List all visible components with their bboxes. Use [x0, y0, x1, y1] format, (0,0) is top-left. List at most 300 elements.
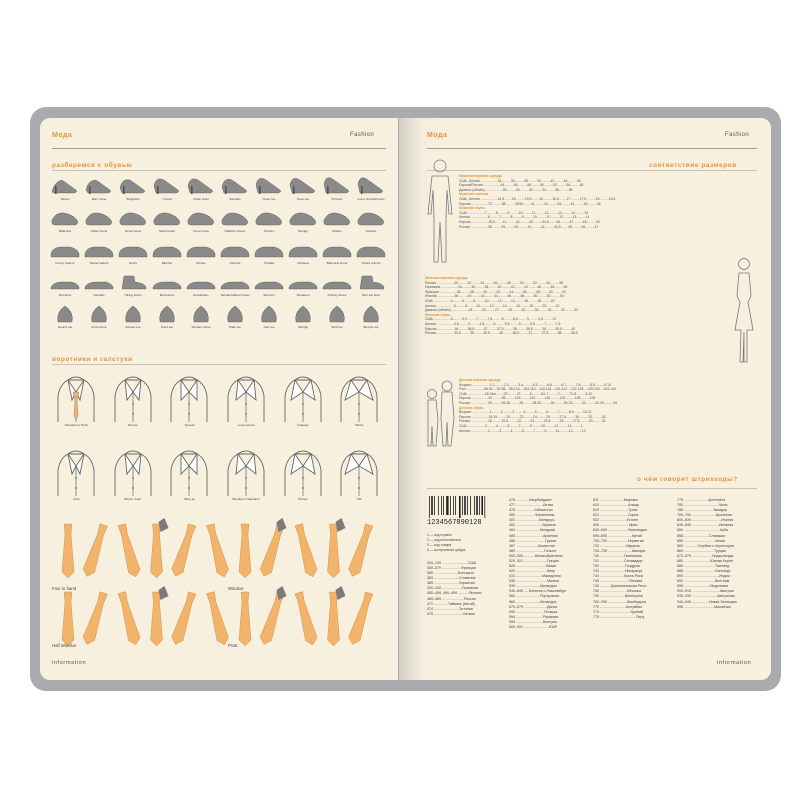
shoe-item	[218, 208, 252, 240]
collar-item	[274, 370, 331, 444]
country-code-row: 750 ...........................Мексика	[593, 589, 642, 594]
table-row: Россия ..................40..........42..........44..........46..........48..........50..........52..........54..........56	[425, 280, 564, 285]
tie-step-icon	[170, 591, 198, 646]
tie-step-icon	[347, 591, 375, 646]
header-rule	[52, 148, 386, 149]
country-code-row: 858 .........................Словакия	[677, 533, 726, 538]
table-row: Англия ..................3,5..........4..........4,5..........5..........5,5..........6..........6,5..........7..........7,5	[425, 321, 561, 326]
shoe-icon	[288, 208, 318, 228]
collar-item	[161, 370, 218, 444]
shoe-label: Moc toe boot	[362, 293, 380, 297]
country-code-row: 890 ...................................Индия	[677, 574, 730, 579]
shoe-icon	[254, 208, 284, 228]
shoe-item	[82, 240, 116, 272]
shoe-item	[286, 208, 320, 240]
shoe-item	[82, 208, 116, 240]
shoe-icon	[186, 176, 216, 196]
table-row: Англия ..................6..........7..........8..........9..........10..........11..........12..........13..........14	[459, 215, 590, 220]
shoe-item	[218, 240, 252, 272]
country-code-row: 940–949 .................Новая Зеландия	[677, 599, 737, 604]
barcode-rule	[427, 488, 757, 489]
country-code-row: 800–839 .............................Италия	[677, 518, 734, 523]
collar-label: Cutaway	[296, 423, 309, 427]
country-code-row: 477 ...........................Литва	[509, 503, 553, 508]
country-code-row: 600, 601 .........................ЮАР	[509, 624, 558, 629]
shoe-icon	[288, 240, 318, 260]
collar-item	[161, 444, 218, 518]
tie-step-icon	[328, 586, 346, 646]
collar-item	[218, 370, 275, 444]
tie-step-icon	[347, 523, 375, 578]
page-footer: information	[52, 660, 87, 666]
shoe-icon	[356, 208, 386, 228]
shoe-icon	[322, 208, 352, 228]
shoe-icon	[288, 304, 318, 324]
table-row: Франция ..................36..........38..........40..........42..........44..........46..........48..........50..........52	[425, 289, 567, 294]
country-code-row: 531 ..........................Македония	[509, 574, 561, 579]
table-subheading: Мужская обувь	[459, 206, 485, 211]
table-row: США ..................6..........6,5..........7..........7,5..........8..........8,5..........9..........9,5..........10	[425, 317, 557, 322]
table-row: США ..................7..........8..........9..........10..........11..........12..........13..........14..........15	[459, 210, 589, 215]
shoe-item	[48, 240, 82, 272]
tie-step-icon	[328, 518, 346, 578]
shoe-label: Oxfords	[229, 261, 241, 265]
shoe-label: Penny loafers	[55, 261, 75, 265]
shoe-item	[82, 272, 116, 304]
collar-item	[331, 370, 388, 444]
country-code-row: 775 ....................................Перу	[593, 614, 645, 619]
country-code-row: 485 ...........................Армения	[509, 533, 558, 538]
country-code-row: 476 .............Азербайджан	[509, 498, 552, 502]
tie-step-icon	[62, 592, 74, 646]
shoe-item	[354, 176, 388, 208]
barcode-image	[425, 496, 509, 526]
country-code-row: 570–579 .......................Дания	[509, 604, 558, 609]
shoe-item	[82, 176, 116, 208]
country-code-row: 380 ........................Болгария	[427, 571, 474, 576]
shoe-icon	[254, 304, 284, 324]
shoe-label: Hiking boots	[124, 293, 142, 297]
shoe-icon	[220, 208, 250, 228]
collar-icon	[222, 370, 270, 422]
table-row: Рост ..................86-92....92-98....98-104....104-110....110-116....116-122....122-128....128-134....134-140	[459, 387, 616, 392]
shoe-item	[48, 304, 82, 336]
country-code-row: 900–919 ............................Австрия	[677, 589, 734, 594]
country-code-row: 474 .........................Эстония	[427, 606, 473, 611]
country-code-row: 859 ...............................Чехия	[677, 538, 726, 543]
shoe-item	[150, 176, 184, 208]
shoe-label: Mary Jane	[91, 197, 107, 201]
tie-name-windsor: Windsor	[228, 586, 244, 591]
table-row: США, Англия ..................14,5........15..........15,5........16..........16,5........17..........17,5..........18..........18,5	[459, 196, 616, 201]
country-code-row: 744 ........................Коста-Рика	[593, 574, 643, 579]
shoe-item	[320, 208, 354, 240]
shoe-icon	[322, 240, 352, 260]
country-code-row: 594 ...........................Румыния	[509, 614, 559, 619]
collar-item	[274, 444, 331, 518]
country-code-row: 487 ......................Казахстан	[509, 543, 555, 548]
shoe-item	[320, 176, 354, 208]
country-code-row: 880 ..........................Южная Корея	[677, 558, 733, 563]
barcode-digits: 1234567890128	[427, 519, 482, 526]
tie-step-icon	[258, 586, 286, 646]
country-code-row: 730–739 ........................Швеция	[593, 548, 646, 553]
country-code-row: 759 .........................Венесуэла	[593, 594, 643, 599]
shoe-icon	[84, 176, 114, 196]
collar-item	[218, 444, 275, 518]
shoe-icon	[356, 240, 386, 260]
country-code-row: 899 ..........................Индонезия	[677, 584, 729, 589]
shoe-item	[286, 176, 320, 208]
shoe-item	[150, 240, 184, 272]
shoe-icon	[50, 304, 80, 324]
shoe-icon	[152, 272, 182, 292]
shoe-item	[252, 176, 286, 208]
man-silhouette	[423, 158, 457, 266]
collar-label: Shirtie	[355, 423, 364, 427]
shoe-icon	[356, 176, 386, 196]
country-code-row: 611 ........................Марокко	[593, 498, 638, 502]
country-code-row: 383 .........................Словения	[427, 576, 476, 581]
country-code-row: 888 ...............................Сингапур	[677, 569, 731, 574]
country-code-row: 535 ...............................Мальта	[509, 579, 560, 584]
shoe-item	[320, 240, 354, 272]
legend-item: 4 — контрольная цифра	[427, 548, 466, 552]
country-code-row: 599 ...........................Венгрия	[509, 619, 557, 624]
shoe-item	[320, 272, 354, 304]
table-subheading: Женская верхняя одежда	[425, 276, 468, 280]
collar-icon	[279, 370, 327, 422]
country-code-row: 000–139 ..........................США	[427, 561, 477, 565]
collar-label: Club	[73, 497, 80, 501]
shoe-label: Round toe	[57, 325, 73, 329]
legend-item: 1 — код страны	[427, 533, 452, 537]
shoe-icon	[288, 176, 318, 196]
shoe-icon	[118, 176, 148, 196]
collar-label: Wing tip	[184, 497, 195, 501]
shoe-item	[354, 304, 388, 336]
shoe-icon	[220, 176, 250, 196]
table-row: Джинсы (объём) ..................28..........30..........32..........34..........36..........38	[459, 187, 573, 192]
shoe-label: Windsor shoe	[191, 325, 211, 329]
shoe-label: Topsiders/Boat shoes	[220, 293, 250, 297]
collar-icon	[52, 370, 100, 422]
table-row: Европа ..................39,5........41..........42..........43..........44,5........46..........47..........48..........49	[459, 219, 600, 224]
table-row: Англия ..................2..........3..........4..........6..........7..........9..........11..........12..........13	[459, 428, 586, 433]
shoe-icon	[118, 272, 148, 292]
shoe-item	[48, 176, 82, 208]
collars-rule	[52, 364, 386, 365]
shoe-label: Opera pumps	[361, 261, 381, 265]
country-code-row: 893 ...............................Вьетнам	[677, 579, 730, 584]
tie-step-icon	[151, 518, 169, 578]
shoe-label: Wingtip	[297, 325, 309, 329]
collar-icon	[335, 444, 383, 496]
tie-step-icon	[116, 523, 142, 578]
shoe-label: Stiletto	[332, 229, 342, 233]
tie-step-icon	[81, 523, 109, 578]
table-subheading: Детская верхняя одежда	[459, 378, 501, 382]
country-codes-column-2	[509, 498, 566, 630]
tie-step-icon	[293, 523, 319, 578]
shoe-icon	[186, 240, 216, 260]
shoe-label: Cone heels	[193, 229, 209, 233]
shoe-icon	[322, 304, 352, 324]
collar-label: Pinned	[298, 497, 308, 501]
shoe-item	[286, 304, 320, 336]
shoe-icon	[254, 240, 284, 260]
collar-item	[105, 370, 162, 444]
shoe-label: Sandals	[229, 197, 241, 201]
shoe-label: Chunky	[263, 229, 275, 233]
page-title: Мода	[427, 132, 448, 139]
country-code-row: 621 ............................Сирия	[593, 513, 639, 518]
shoe-item	[286, 272, 320, 304]
table-row: США, Англия ..................34..........36..........38..........40..........42..........44..........46	[459, 178, 581, 183]
country-code-row: 460–469 ......................Россия	[427, 596, 476, 601]
men-size-table	[459, 174, 615, 229]
country-codes-column-4	[677, 498, 737, 610]
tie-knots-illustration	[48, 516, 388, 652]
shoe-icon	[84, 208, 114, 228]
collar-label: Narrow	[128, 423, 138, 427]
table-row: Россия ..................34,5..........35..........35,5..........36..........36,5..........37..........37,5..........38..........38,5	[425, 331, 578, 336]
collar-label: Banded or Mandarin	[232, 497, 260, 501]
shoe-label: Ballerina	[58, 229, 72, 233]
shoe-icon	[152, 304, 182, 324]
tie-step-icon	[205, 591, 231, 646]
collar-icon	[109, 370, 157, 422]
shoe-item	[48, 208, 82, 240]
table-row: Европа ..................92..........98..........104..........110..........116..........122..........128..........134	[459, 396, 596, 401]
country-code-row: 773 ..............................Уругвай	[593, 609, 644, 614]
legend-item: 3 — код товара	[427, 543, 452, 547]
shoe-label: Moccasins	[159, 293, 175, 297]
country-code-row: 740 ........................Гватемала	[593, 553, 642, 558]
collar-grid	[48, 370, 388, 518]
shoe-label: D'Orsay	[331, 197, 343, 201]
table-subheading: Мужская верхняя одежда	[459, 174, 502, 178]
shoe-icon	[322, 272, 352, 292]
country-code-row: 743 .........................Никарагуа	[593, 569, 643, 574]
shoe-item	[286, 240, 320, 272]
shoe-item	[354, 272, 388, 304]
shoe-label: Mock heels	[159, 229, 175, 233]
country-code-row: 560 ........................Португалия	[509, 594, 560, 599]
shoe-item	[116, 272, 150, 304]
shoe-label: Derby	[128, 261, 138, 265]
country-code-row: 569 ........................Исландия	[509, 599, 557, 604]
shoe-icon	[356, 272, 386, 292]
shoe-label: Flip-flops	[58, 293, 72, 297]
shoe-label: Tassel loafers	[89, 261, 109, 265]
country-code-row: 955 ..............................Малайзия	[677, 604, 731, 609]
shoe-label: Almond toe	[91, 325, 107, 329]
collar-item	[48, 444, 105, 518]
shoe-grid	[48, 176, 388, 336]
shoe-icon	[50, 208, 80, 228]
table-row: Возраст ..................1..........2..........3..........4..........5..........6..........7..........8-9..........10-11	[459, 410, 592, 415]
sizes-rule	[427, 170, 757, 171]
country-code-row: 500–509 ...........Великобритания	[509, 553, 563, 558]
page-subtitle: Fashion	[350, 132, 375, 138]
country-code-row: 745 .............................Панама	[593, 579, 642, 584]
country-code-row: 400–440 ....................Германия	[427, 586, 479, 591]
country-code-row: 741 ........................Сальвадор	[593, 558, 643, 563]
legend-item: 2 — код изготовителя	[427, 538, 462, 542]
country-code-row: 640–649 ....................Финляндия	[593, 528, 647, 533]
country-code-row: 480 ...................Филиппины	[509, 513, 555, 518]
table-row: Россия ..................18..........19,5..........22..........23..........23,5..........25..........27,5..........29..........31	[459, 419, 606, 424]
shoes-rule	[52, 170, 386, 171]
shoe-icon	[254, 272, 284, 292]
collar-icon	[222, 444, 270, 496]
page-subtitle: Fashion	[725, 132, 750, 138]
country-code-row: 385 .........................Хорватия	[427, 581, 475, 586]
shoe-label: T-strap	[162, 197, 172, 201]
country-code-row: 471 ..............Тайвань (Китай)	[427, 601, 475, 606]
shoe-label: Plain toe	[228, 325, 242, 329]
shoe-item	[116, 208, 150, 240]
shoe-label: Driving shoes	[327, 293, 347, 297]
country-code-row: 450–459, 490–499 ...........Япония	[427, 591, 482, 596]
country-code-row: 482 ..........................Украина	[509, 523, 556, 528]
tie-step-icon	[62, 524, 74, 578]
shoe-item	[252, 208, 286, 240]
shoe-label: Platform shoes	[224, 229, 246, 233]
shoe-icon	[152, 208, 182, 228]
collars-heading: воротники и галстуки	[52, 356, 133, 363]
collar-label: Spread	[184, 423, 195, 427]
shoe-icon	[118, 208, 148, 228]
shoe-label: Square toe	[125, 325, 141, 329]
shoe-label: Sandals	[93, 293, 105, 297]
country-code-row: 930–939 .........................Австралия	[677, 594, 735, 599]
table-row: Европа ..................36..........36,5..........37..........37,5..........38..........38,5..........39..........39,5..........40	[425, 326, 576, 331]
shoe-item	[218, 304, 252, 336]
shoe-item	[150, 208, 184, 240]
shoe-icon	[118, 240, 148, 260]
shoe-label: Monks	[196, 261, 206, 265]
table-row: Германия ..................34..........36..........38..........40..........42..........44..........46..........48..........50	[425, 285, 568, 290]
shoe-item	[184, 240, 218, 272]
woman-silhouette	[729, 256, 759, 366]
country-code-row: 622 ...........................Египет	[593, 518, 639, 523]
shoe-label: Point toe	[160, 325, 174, 329]
collar-icon	[109, 444, 157, 496]
collar-icon	[165, 370, 213, 422]
tie-name-pratt: Pratt	[228, 643, 238, 648]
table-row: Россия ..................38..........39..........40..........41..........42..........43,5........45..........46..........47	[459, 224, 599, 229]
country-code-row: 478 ..................Узбекистан	[509, 508, 553, 513]
table-row: Европа/Россия ..................44..........46..........48..........50..........52..........54..........56	[459, 183, 584, 188]
collar-item	[331, 444, 388, 518]
shoe-icon	[356, 304, 386, 324]
shoe-label: Espadrilles	[193, 293, 209, 297]
country-code-row: 870–879 ....................Нидерланды	[677, 553, 734, 558]
country-code-row: 729 ..........................Израиль	[593, 543, 641, 548]
collar-icon	[52, 444, 100, 496]
page-footer: information	[717, 660, 752, 666]
table-row: Европа ..................37..........38..........39/40........41..........42..........43..........44..........45..........46	[459, 201, 601, 206]
collar-label: Tab	[356, 497, 362, 501]
country-code-row: 539 ........................Ирландия	[509, 584, 557, 589]
collar-icon	[165, 444, 213, 496]
shoe-label: Wiiter heels	[90, 229, 108, 233]
shoe-item	[354, 208, 388, 240]
table-row: Возраст ..................1-2..........2-3..........3-4..........4-5..........5-6..........6-7..........7-8..........8-9..........9-10	[459, 382, 611, 387]
tie-step-icon	[205, 523, 231, 578]
kids-silhouette	[423, 380, 457, 450]
shoe-icon	[152, 240, 182, 260]
shoe-item	[252, 240, 286, 272]
table-subheading: Мужские сорочки	[459, 192, 489, 197]
shoe-icon	[186, 304, 216, 324]
table-row: Россия ..................26..........26-28..........28..........28-30..........30..........30-32..........32..........32-34..........34	[459, 400, 617, 405]
shoe-item	[320, 304, 354, 336]
shoe-icon	[220, 304, 250, 324]
shoe-label: Sceptre	[365, 229, 377, 233]
country-code-row: 869 ..............................Турция	[677, 548, 726, 553]
shoe-label: Slingback	[126, 197, 140, 201]
country-code-row: 786 .............................Эквадор	[677, 508, 728, 513]
shoe-item	[116, 240, 150, 272]
shoe-icon	[220, 272, 250, 292]
country-code-row: 760–769 ...................Швейцария	[593, 599, 647, 604]
country-code-row: 700–709 ....................Норвегия	[593, 538, 644, 543]
page-title: Мода	[52, 132, 73, 139]
country-codes-column-3	[593, 498, 647, 620]
shoe-label: Peep-toe	[296, 197, 310, 201]
shoe-icon	[50, 176, 80, 196]
tie-step-icon	[116, 591, 142, 646]
shoe-label: Mules	[60, 197, 70, 201]
women-size-table	[425, 276, 578, 336]
shoe-item	[218, 272, 252, 304]
shoe-icon	[118, 304, 148, 324]
country-code-row: 528 ..............................Ливан	[509, 564, 557, 569]
shoe-item	[116, 176, 150, 208]
shoe-item	[184, 176, 218, 208]
country-code-row: 779 ........................Аргентина	[677, 498, 726, 502]
header-rule	[427, 148, 757, 149]
collar-label: Button down	[124, 497, 142, 501]
shoe-icon	[84, 304, 114, 324]
barcode-legend	[427, 533, 465, 553]
country-code-row: 850 ....................................Куба	[677, 528, 728, 533]
shoe-label: Cap toe	[263, 325, 275, 329]
shoe-label: Court shoes/Pumps	[357, 197, 385, 201]
shoe-icon	[220, 240, 250, 260]
shoe-icon	[50, 240, 80, 260]
country-code-row: 475 .............................Латвия	[427, 611, 475, 616]
country-code-row: 529 ...............................Кипр	[509, 569, 555, 574]
table-subheading: Детская обувь	[459, 405, 484, 410]
shoe-icon	[254, 176, 284, 196]
country-code-row: 770 ..........................Колумбия	[593, 604, 643, 609]
country-code-row: 484 ........................Молдова	[509, 528, 555, 533]
right-page	[399, 118, 771, 680]
tie-step-icon	[170, 523, 198, 578]
shoe-icon	[322, 176, 352, 196]
country-code-row: 885 ...............................Таиланд	[677, 564, 730, 569]
shoe-item	[252, 272, 286, 304]
collar-label: Long spread	[237, 423, 255, 427]
collar-icon	[279, 444, 327, 496]
shoe-label: Sneakers	[296, 293, 310, 297]
country-code-row: 613 ............................Алжир	[593, 503, 639, 508]
tie-step-icon	[258, 518, 286, 578]
